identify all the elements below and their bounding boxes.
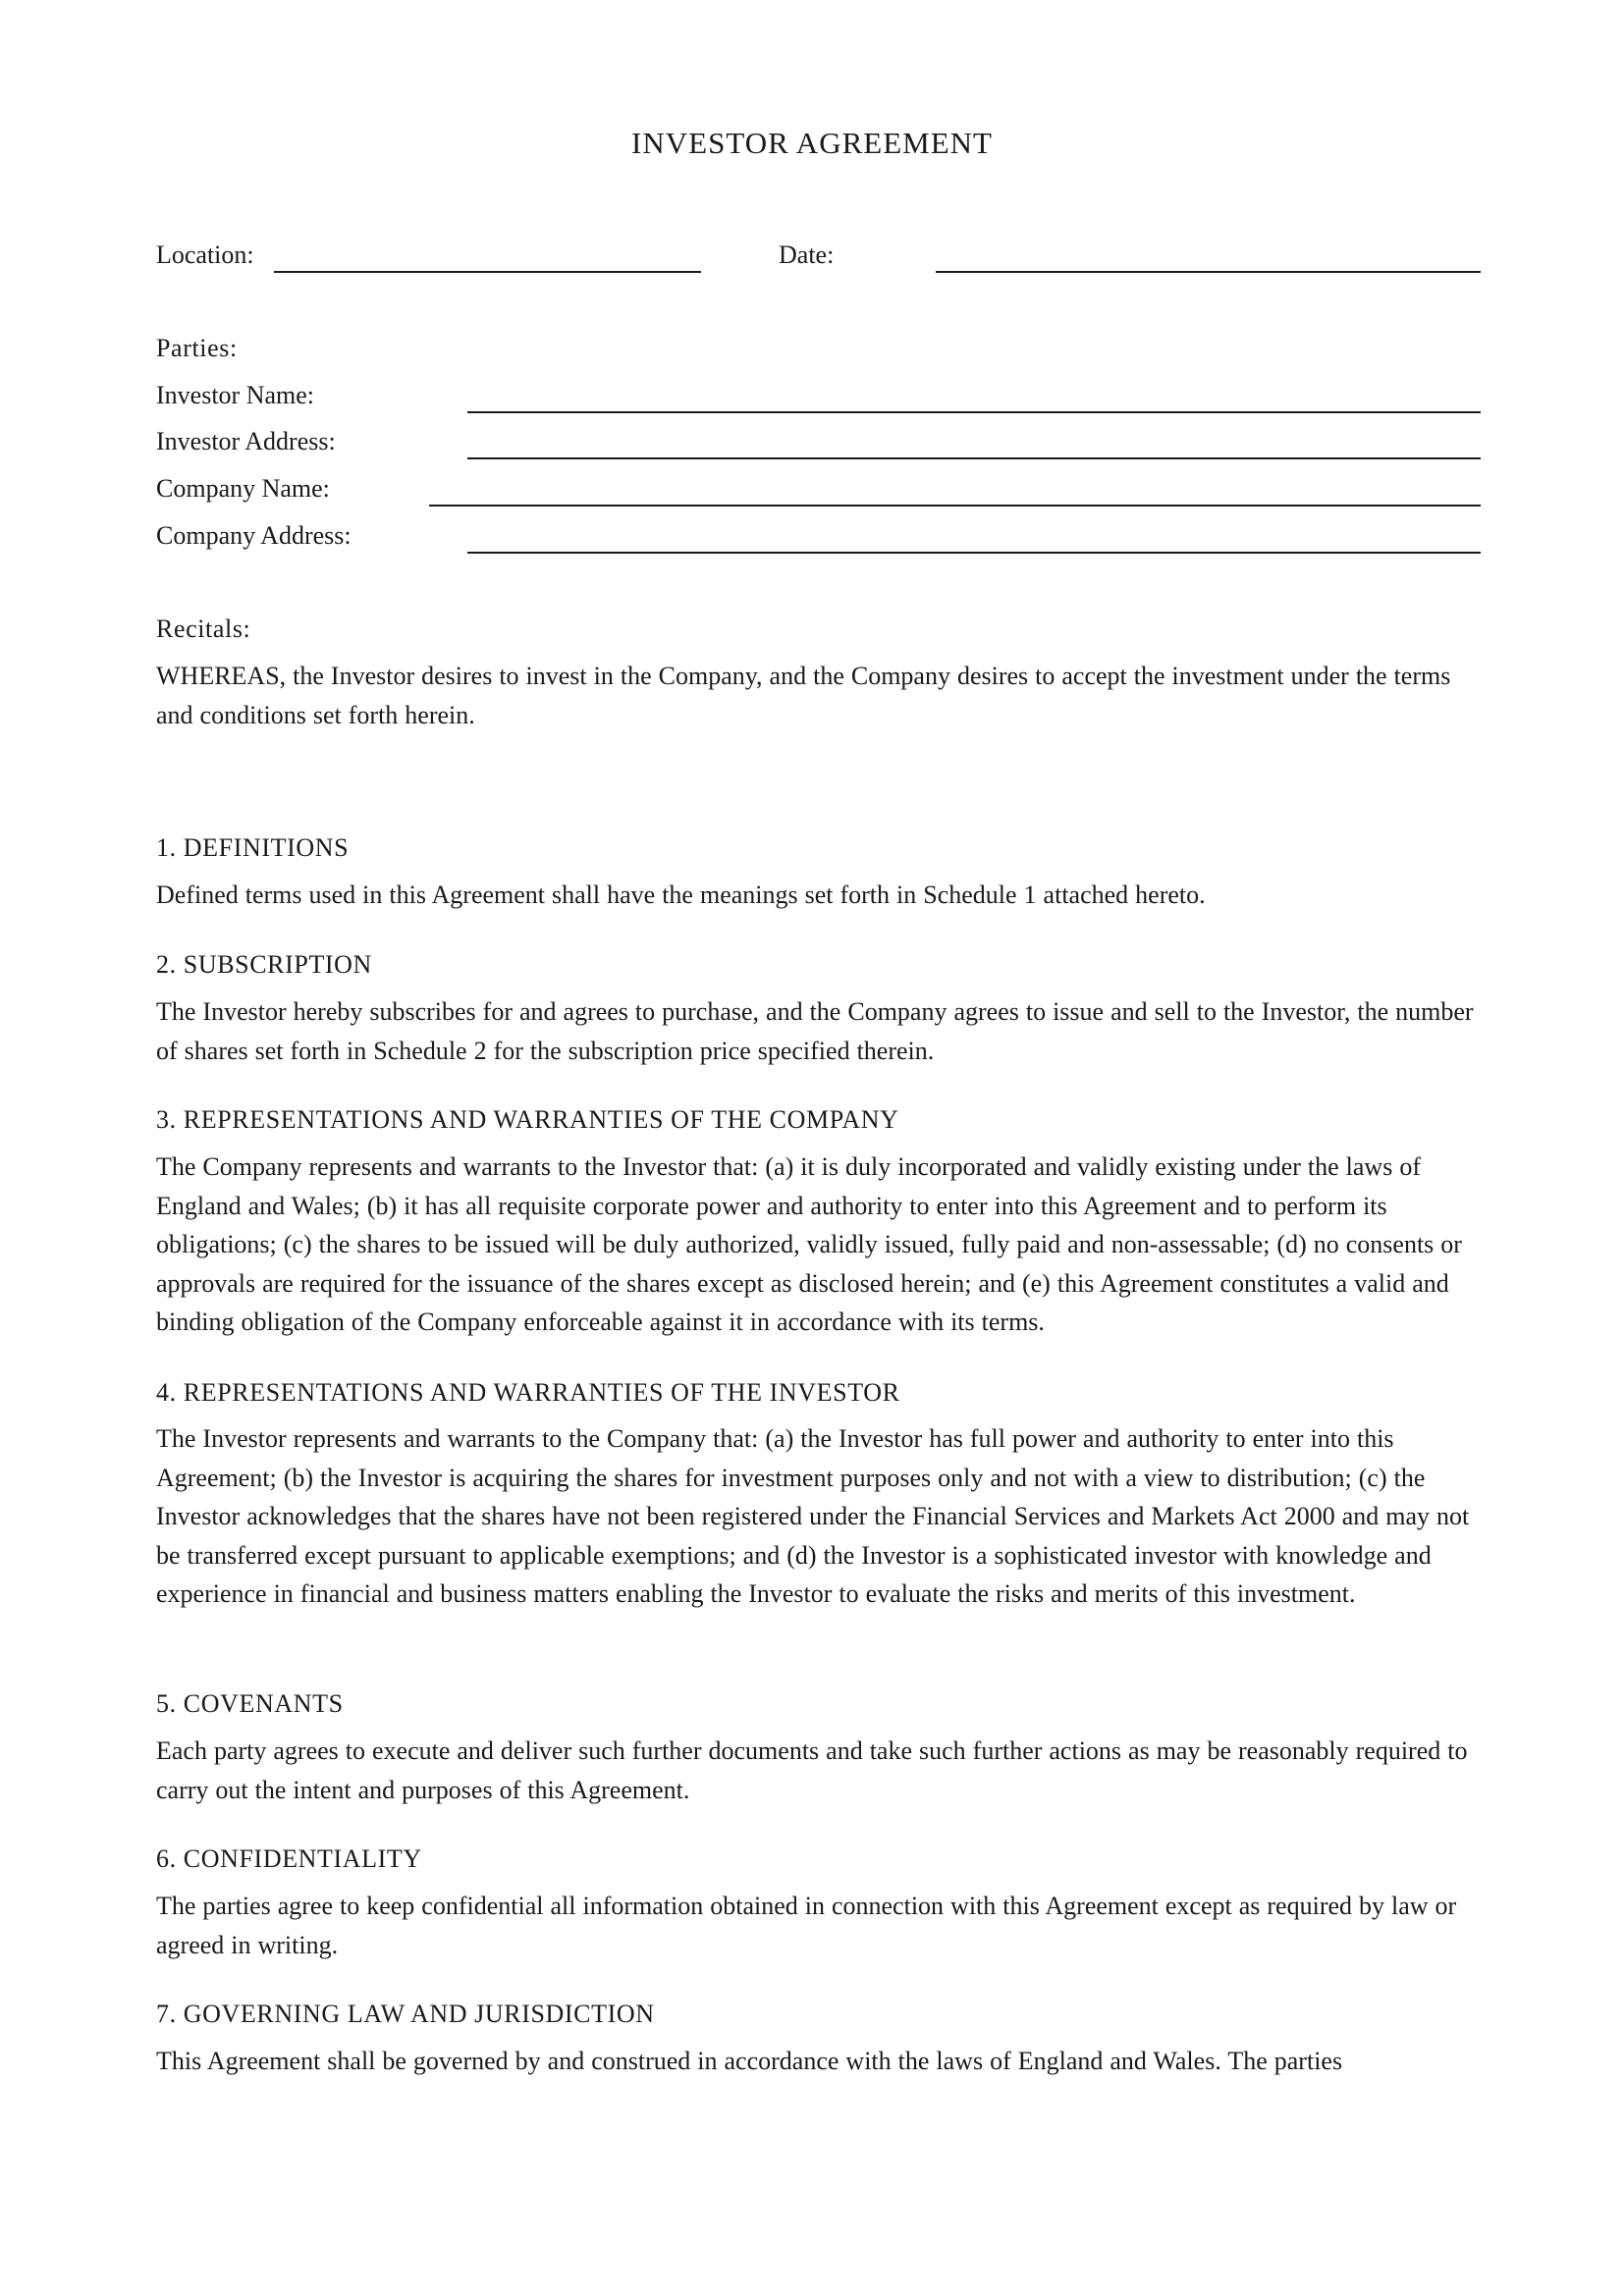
document-title: INVESTOR AGREEMENT — [631, 126, 993, 160]
recitals-heading: Recitals: — [156, 614, 251, 643]
recitals-text: WHEREAS, the Investor desires to invest in the Company, and the Company desires to accept the investment under the terms and conditions set forth herein. — [156, 662, 1451, 729]
section-governing-law-heading: 7. GOVERNING LAW AND JURISDICTION — [156, 2000, 655, 2028]
location-field-line[interactable] — [274, 271, 701, 273]
investor-name-label: Investor Name: — [156, 381, 315, 409]
location-label: Location: — [156, 240, 254, 269]
section-covenants-heading: 5. COVENANTS — [156, 1689, 344, 1718]
section-subscription-text: The Investor hereby subscribes for and agrees to purchase, and the Company agrees to issue and sell to the Investor, the number of shares set forth in Schedule 2 for the subscription price specified therein. — [156, 997, 1474, 1065]
section-company-warranties-heading: 3. REPRESENTATIONS AND WARRANTIES OF THE COMPANY — [156, 1105, 899, 1134]
section-investor-warranties-heading: 4. REPRESENTATIONS AND WARRANTIES OF THE INVESTOR — [156, 1378, 900, 1407]
investor-name-field-line[interactable] — [467, 411, 1481, 413]
date-label: Date: — [779, 240, 835, 269]
section-definitions-heading: 1. DEFINITIONS — [156, 833, 350, 862]
section-subscription-heading: 2. SUBSCRIPTION — [156, 950, 372, 979]
date-field-line[interactable] — [936, 271, 1481, 273]
company-name-label: Company Name: — [156, 474, 330, 503]
investor-address-label: Investor Address: — [156, 427, 336, 455]
company-name-field-line[interactable] — [429, 505, 1481, 507]
parties-heading: Parties: — [156, 334, 238, 362]
section-definitions-text: Defined terms used in this Agreement shall have the meanings set forth in Schedule 1 attached hereto. — [156, 881, 1206, 909]
section-governing-law-text: This Agreement shall be governed by and construed in accordance with the laws of England and Wales. The parties — [156, 2047, 1343, 2075]
section-confidentiality-text: The parties agree to keep confidential all information obtained in connection with this Agreement except as required by law or agreed in writing. — [156, 1892, 1457, 1959]
section-investor-warranties-text: The Investor represents and warrants to the Company that: (a) the Investor has full power and authority to enter into this Agreement; (b) the Investor is acquiring the shares for investment purposes only and not with a view to distribution; (c) the Investor acknowledges that the shares have not been registered under the Financial Services and Markets Act 2000 and may not be transferred except pursuant to applicable exemptions; and (d) the Investor is a sophisticated investor with knowledge and experience in financial and business matters enabling the Investor to evaluate the risks and merits of this investment. — [156, 1424, 1470, 1608]
investor-address-field-line[interactable] — [467, 457, 1481, 459]
company-address-label: Company Address: — [156, 521, 352, 550]
section-company-warranties-text: The Company represents and warrants to the Investor that: (a) it is duly incorporated and validly existing under the laws of England and Wales; (b) it has all requisite corporate power and authority to enter into this Agreement and to perform its obligations; (c) the shares to be issued will be duly authorized, validly issued, fully paid and non-assessable; (d) no consents or approvals are required for the issuance of the shares except as disclosed herein; and (e) this Agreement constitutes a valid and binding obligation of the Company enforceable against it in accordance with its terms. — [156, 1152, 1462, 1336]
section-confidentiality-heading: 6. CONFIDENTIALITY — [156, 1844, 422, 1873]
section-covenants-text: Each party agrees to execute and deliver such further documents and take such further actions as may be reasonably required to carry out the intent and purposes of this Agreement. — [156, 1736, 1468, 1804]
company-address-field-line[interactable] — [467, 552, 1481, 554]
